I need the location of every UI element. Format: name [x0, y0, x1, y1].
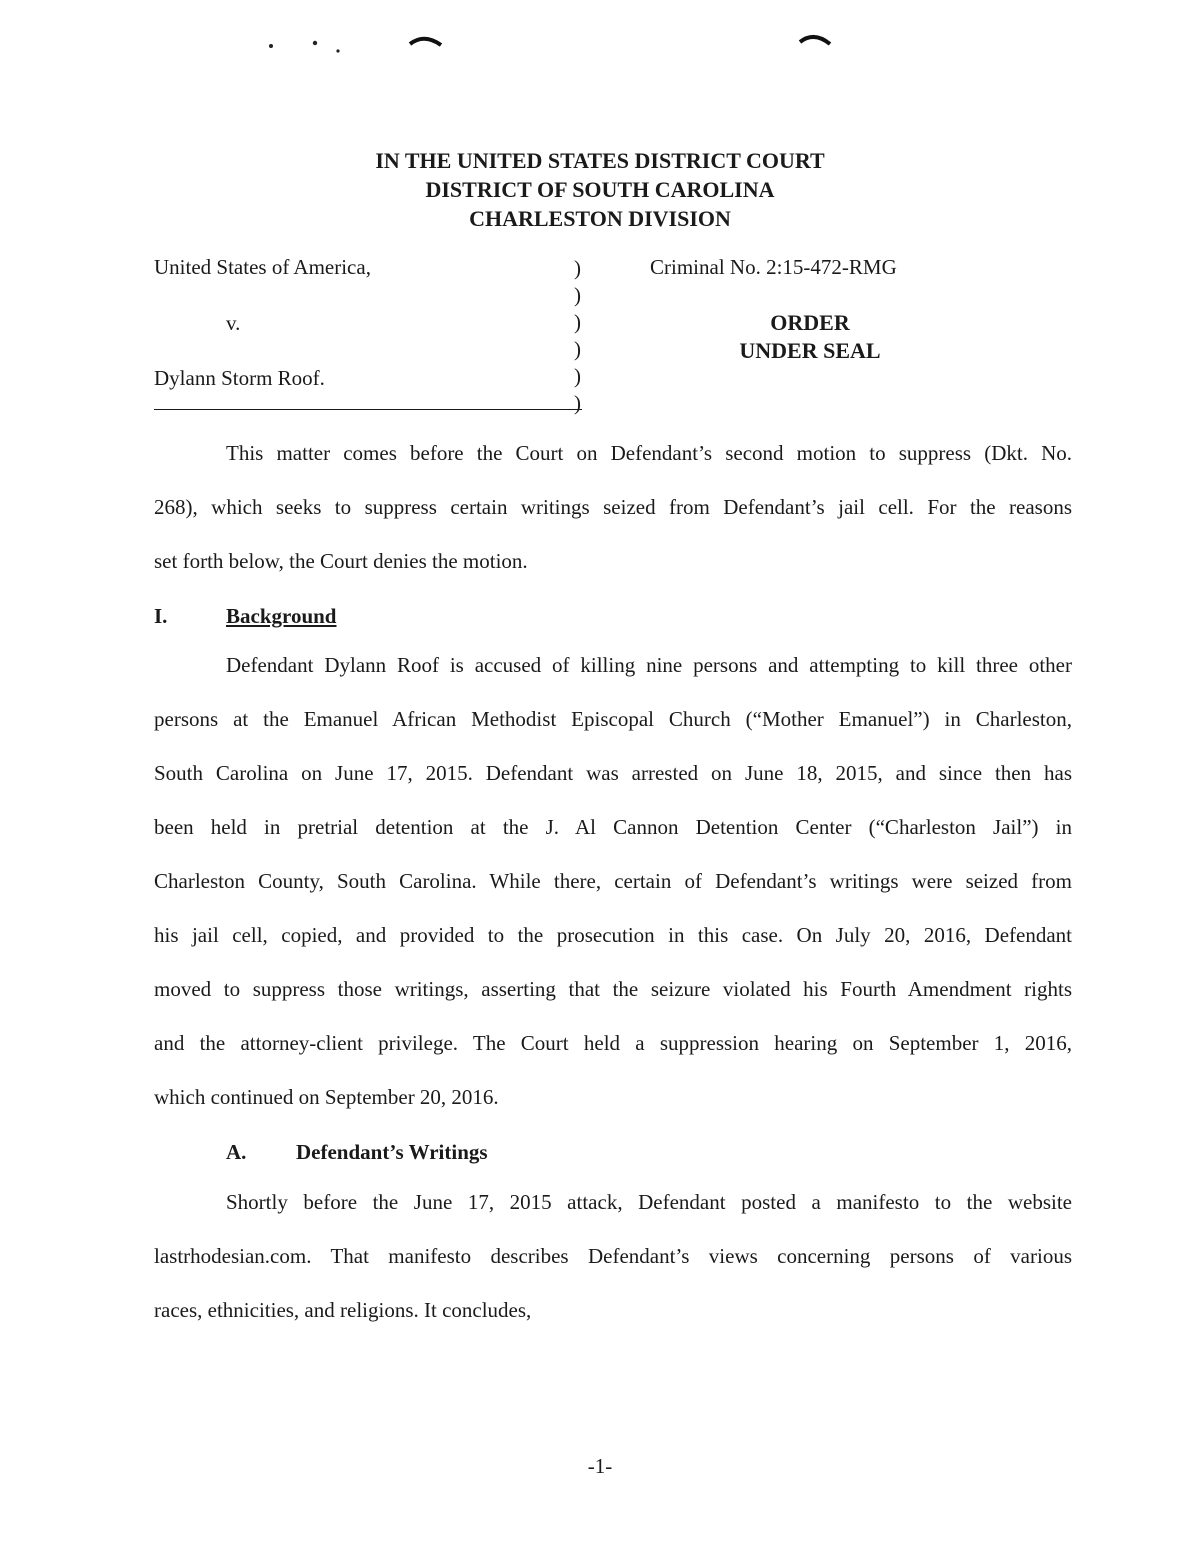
caption-underline	[154, 409, 582, 410]
body-line: moved to suppress those writings, asserting that the seizure violated his Fourth Amendment rights	[154, 977, 1072, 1001]
division-name: CHARLESTON DIVISION	[469, 206, 731, 231]
criminal-number: Criminal No. 2:15-472-RMG	[650, 255, 897, 279]
intro-line: This matter comes before the Court on Defendant’s second motion to suppress (Dkt. No.	[226, 441, 1072, 465]
body-line: South Carolina on June 17, 2015. Defendant was arrested on June 18, 2015, and since then has	[154, 761, 1072, 785]
defendant-name: Dylann Storm Roof.	[154, 366, 325, 390]
body-line: and the attorney-client privilege. The Court held a suppression hearing on September 1, 2016,	[154, 1031, 1072, 1055]
body-line: persons at the Emanuel African Methodist Episcopal Church (“Mother Emanuel”) in Charleston,	[154, 707, 1072, 731]
body-line: which continued on September 20, 2016.	[154, 1085, 499, 1109]
body-line: been held in pretrial detention at the J. Al Cannon Detention Center (“Charleston Jail”) in	[154, 815, 1072, 839]
court-name: IN THE UNITED STATES DISTRICT COURT	[375, 148, 825, 173]
intro-line: 268), which seeks to suppress certain writings seized from Defendant’s jail cell. For the reasons	[154, 495, 1072, 519]
body-line: Shortly before the June 17, 2015 attack, Defendant posted a manifesto to the website	[226, 1190, 1072, 1214]
body-line: races, ethnicities, and religions. It concludes,	[154, 1298, 532, 1322]
caption-paren: )	[574, 283, 581, 307]
intro-line: set forth below, the Court denies the motion.	[154, 549, 528, 573]
page-number: -1-	[587, 1454, 613, 1478]
caption-paren: )	[574, 391, 581, 415]
order-title-block	[690, 309, 930, 365]
order-title: ORDER	[770, 310, 850, 335]
scan-marks	[0, 0, 1200, 120]
district-name: DISTRICT OF SOUTH CAROLINA	[425, 177, 775, 202]
caption-paren: )	[574, 256, 581, 280]
versus-label: v.	[226, 311, 241, 335]
body-line: lastrhodesian.com. That manifesto describes Defendant’s views concerning persons of various	[154, 1244, 1072, 1268]
subsection-number: A.	[226, 1140, 247, 1164]
plaintiff-name: United States of America,	[154, 255, 371, 279]
caption-paren: )	[574, 337, 581, 361]
caption-paren: )	[574, 364, 581, 388]
section-number: I.	[154, 604, 168, 628]
court-header	[0, 146, 1200, 233]
body-line: Charleston County, South Carolina. While there, certain of Defendant’s writings were seized from	[154, 869, 1072, 893]
caption-paren: )	[574, 310, 581, 334]
section-title: Background	[226, 604, 337, 628]
body-line: Defendant Dylann Roof is accused of killing nine persons and attempting to kill three other	[226, 653, 1072, 677]
body-line: his jail cell, copied, and provided to the prosecution in this case. On July 20, 2016, Defendant	[154, 923, 1072, 947]
subsection-title: Defendant’s Writings	[296, 1140, 488, 1164]
under-seal-label: UNDER SEAL	[739, 338, 881, 363]
